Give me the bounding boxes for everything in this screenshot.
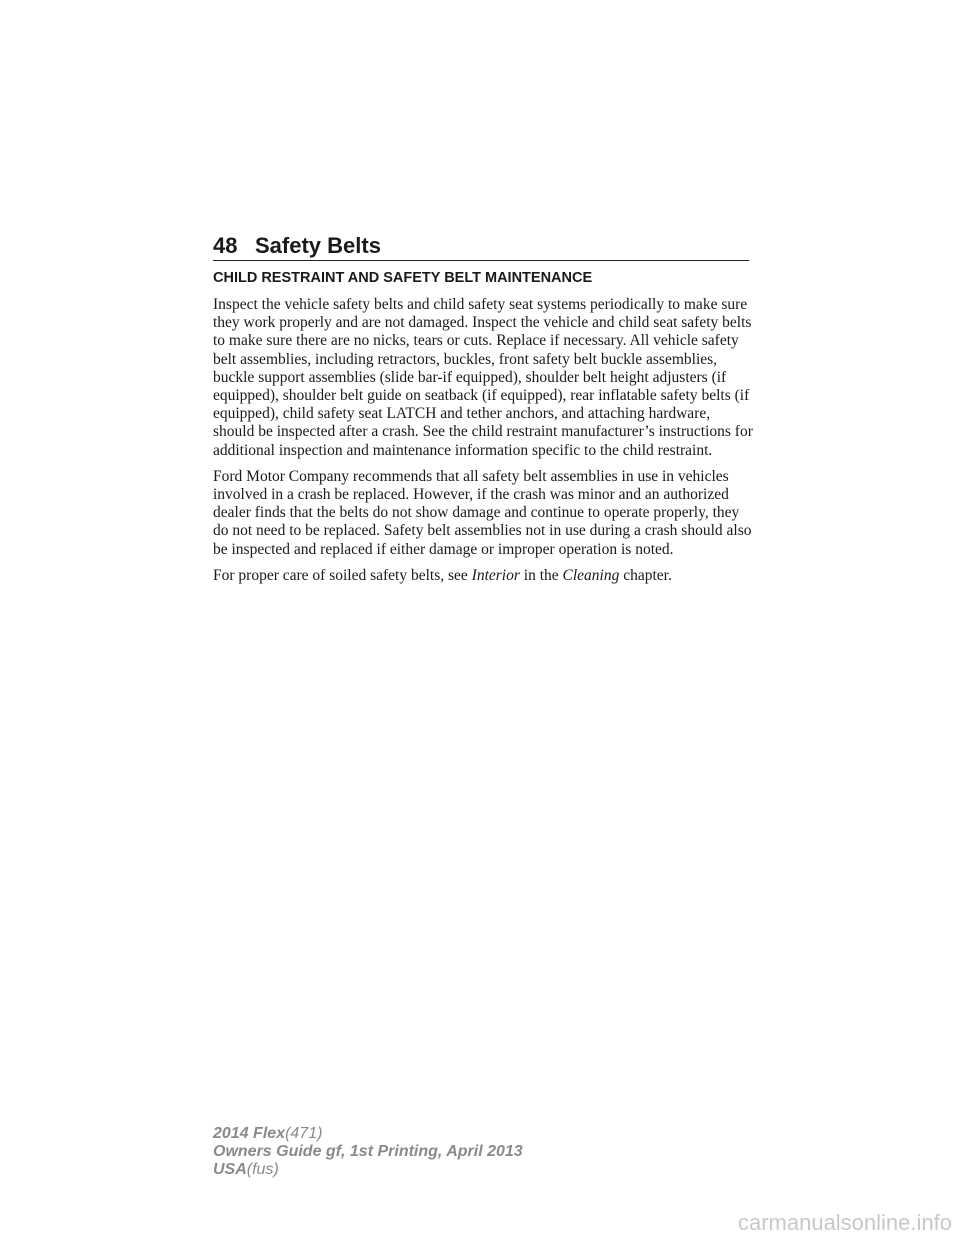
footer-edition: Owners Guide gf, 1st Printing, April 2013 bbox=[213, 1143, 523, 1160]
page-content bbox=[213, 268, 753, 593]
page-header bbox=[213, 228, 749, 261]
interior-reference[interactable]: Interior bbox=[471, 566, 520, 584]
footer-model-code: (471) bbox=[285, 1125, 323, 1142]
footer-model-line bbox=[213, 1125, 523, 1143]
page-footer bbox=[213, 1125, 523, 1179]
section-heading: CHILD RESTRAINT AND SAFETY BELT MAINTENANCE bbox=[213, 270, 593, 286]
cleaning-reference[interactable]: Cleaning bbox=[562, 566, 620, 584]
paragraph-care bbox=[213, 567, 753, 585]
care-text-middle: in the bbox=[519, 566, 563, 584]
care-text-before: For proper care of soiled safety belts, see bbox=[213, 566, 472, 584]
care-text-after: chapter. bbox=[619, 566, 672, 584]
section-title: Safety Belts bbox=[255, 233, 381, 258]
paragraph-replacement: Ford Motor Company recommends that all safety belt assemblies in use in vehicles involved in a crash be replaced. However, if the crash was minor and an authorized dealer finds that the belts do not show damage and continue to operate properly, they do not need to be replaced. Safety belt assemblies not in use during a crash should also be inspected and replaced if either damage or improper operation is noted. bbox=[213, 467, 752, 558]
footer-market: USA bbox=[213, 1161, 247, 1178]
footer-model: 2014 Flex bbox=[213, 1125, 286, 1142]
paragraph-inspection: Inspect the vehicle safety belts and child safety seat systems periodically to make sure they work properly and are not damaged. Inspect the vehicle and child seat safety belts to make sure there are no nicks, tears or cuts. Replace if necessary. All vehicle safety belt assemblies, including retractors, buckles, front safety belt buckle assemblies, buckle support assemblies (slide bar-if equipped), shoulder belt height adjusters (if equipped), shoulder belt guide on seatback (if equipped), rear inflatable safety belts (if equipped), child safety seat LATCH and tether anchors, and attaching hardware, should be inspected after a crash. See the child restraint manufacturer’s instructions for additional inspection and maintenance information specific to the child restraint. bbox=[213, 296, 753, 459]
page-number: 48 bbox=[213, 233, 238, 258]
watermark: carmanualsonline.info bbox=[737, 1210, 952, 1235]
footer-market-code: (fus) bbox=[246, 1161, 279, 1178]
footer-market-line bbox=[213, 1161, 523, 1179]
